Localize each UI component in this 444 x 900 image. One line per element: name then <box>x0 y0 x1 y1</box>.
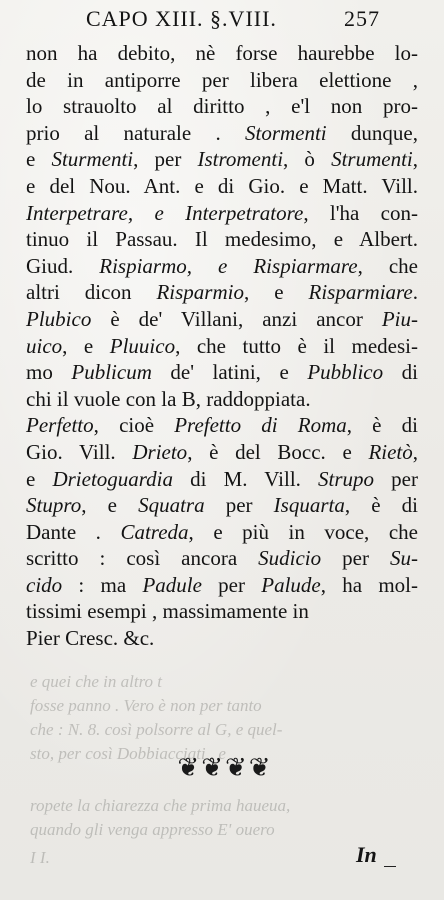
text-line <box>26 359 418 386</box>
italic-term: Publicum <box>71 360 152 385</box>
text-run: altri dicon <box>26 280 157 305</box>
italic-term: Isquarta <box>273 493 345 518</box>
show-through-text: che : N. 8. così polsorre al G, e quel- <box>30 720 283 739</box>
text-run: , è di <box>346 413 418 438</box>
text-run: , e <box>243 280 309 305</box>
text-run: e <box>26 466 53 491</box>
text-line <box>26 279 418 306</box>
text-line <box>26 226 418 253</box>
text-run: scritto : così ancora <box>26 546 259 571</box>
italic-term: Piu- <box>381 306 418 331</box>
text-line <box>26 173 418 200</box>
italic-term: Pubblico <box>307 360 384 385</box>
chapter-heading: CAPO XIII. §.VIII. <box>86 6 277 31</box>
text-run: de' latini, e <box>151 360 308 385</box>
text-run: , ò <box>283 147 332 172</box>
show-through-text: I I. <box>30 848 50 867</box>
text-run: tinuo il Passau. Il medesimo, e Albert. <box>26 227 418 252</box>
italic-term: Interpetrare, e Interpetratore <box>26 200 304 225</box>
text-run: , l'ha con- <box>303 200 418 225</box>
catchword-rule <box>384 866 396 867</box>
text-run: Gio. Vill. <box>26 439 133 464</box>
italic-term: Palude <box>261 572 321 597</box>
running-header <box>86 6 426 36</box>
text-run: . <box>412 280 418 305</box>
text-run: : ma <box>62 572 143 597</box>
text-run: per <box>321 546 390 571</box>
show-through-text: fosse panno . Vero è non per tanto <box>30 696 262 715</box>
italic-term: Padule <box>142 572 202 597</box>
text-run: di <box>383 360 419 385</box>
text-line <box>26 492 418 519</box>
text-run: e <box>26 147 52 172</box>
text-run: per <box>201 572 262 597</box>
text-run: Dante . <box>26 519 121 544</box>
italic-term: Sudicio <box>258 546 322 571</box>
text-run: non ha debito, nè forse haurebbe lo- <box>26 41 418 65</box>
text-run: , per <box>133 147 198 172</box>
text-line <box>26 253 418 280</box>
text-line <box>26 412 418 439</box>
text-run: per <box>204 493 274 518</box>
text-run: chi il vuole con la B, raddoppiata. <box>26 386 311 411</box>
text-run: , è di <box>344 493 418 518</box>
italic-term: Risparmio <box>156 280 244 305</box>
show-through-text: ropete la chiarezza che prima haueua, <box>30 796 291 815</box>
text-run: dunque, <box>326 120 419 145</box>
italic-term: Risparmiare <box>308 280 413 305</box>
italic-term: Drietoguardia <box>52 466 174 491</box>
text-run: , ha mol- <box>320 572 419 597</box>
text-run: lo strauolto al diritto , e'l non pro- <box>26 94 418 119</box>
italic-term: uico <box>26 333 63 358</box>
italic-term: Istromenti <box>197 147 284 172</box>
text-line <box>26 386 418 413</box>
italic-term: cido <box>26 572 63 597</box>
show-through-text: sto, per così Dobbiacciati , e <box>30 744 226 763</box>
italic-term: Su- <box>390 546 418 571</box>
text-run: de in antiporre per libera elettione , <box>26 67 418 92</box>
text-line <box>26 519 418 546</box>
text-line <box>26 146 418 173</box>
text-run: tissimi esempi , massimamente in <box>26 599 309 624</box>
text-line <box>26 200 418 227</box>
italic-term: Squatra <box>138 493 205 518</box>
text-run: , e <box>81 493 139 518</box>
italic-term: Strupo <box>318 466 375 491</box>
italic-term: Prefetto di Roma <box>174 413 347 438</box>
italic-term: Stupro <box>26 493 82 518</box>
text-line <box>26 40 418 67</box>
text-run: Pier Cresc. &c. <box>26 626 155 651</box>
text-run: , e più in voce, che <box>188 519 418 544</box>
text-run: , <box>412 147 418 172</box>
text-run: di M. Vill. <box>173 466 319 491</box>
text-run: , <box>412 439 419 464</box>
text-run: prio al naturale . <box>26 120 245 145</box>
catchword: In <box>356 842 377 867</box>
italic-term: Rietò <box>368 439 413 464</box>
text-line <box>26 93 418 120</box>
text-run: Giud. <box>26 253 100 278</box>
page-number: 257 <box>344 6 380 31</box>
italic-term: Sturmenti <box>51 147 134 172</box>
text-run: , è del Bocc. e <box>187 439 369 464</box>
italic-term: Plubico <box>26 306 92 331</box>
text-run: , che tutto è il medesi- <box>175 333 418 358</box>
body-text <box>26 40 418 652</box>
text-line <box>26 439 418 466</box>
italic-term: Rispiarmo, e Rispiarmare <box>99 253 358 278</box>
text-line <box>26 598 418 625</box>
italic-term: Strumenti <box>331 147 413 172</box>
italic-term: Catreda <box>120 519 189 544</box>
italic-term: Perfetto <box>26 413 94 438</box>
text-line <box>26 545 418 572</box>
text-run: , cioè <box>93 413 175 438</box>
text-run: mo <box>26 360 72 385</box>
printers-ornament: ❦❦❦❦ <box>177 753 273 782</box>
text-run: , e <box>62 333 110 358</box>
text-run: , che <box>357 253 418 278</box>
text-run: per <box>374 466 418 491</box>
text-line <box>26 333 418 360</box>
text-line <box>26 306 418 333</box>
show-through-text: e quei che in altro t <box>30 672 163 691</box>
text-run: è de' Villani, anzi ancor <box>91 306 382 331</box>
italic-term: Stormenti <box>244 120 327 145</box>
text-line <box>26 466 418 493</box>
text-line <box>26 625 418 652</box>
text-line <box>26 572 418 599</box>
italic-term: Pluuico <box>109 333 176 358</box>
show-through-text: quando gli venga appresso E' ouero <box>30 820 275 839</box>
text-run: e del Nou. Ant. e di Gio. e Matt. Vill. <box>26 173 418 198</box>
text-line <box>26 120 418 147</box>
text-line <box>26 67 418 94</box>
italic-term: Drieto <box>132 439 188 464</box>
